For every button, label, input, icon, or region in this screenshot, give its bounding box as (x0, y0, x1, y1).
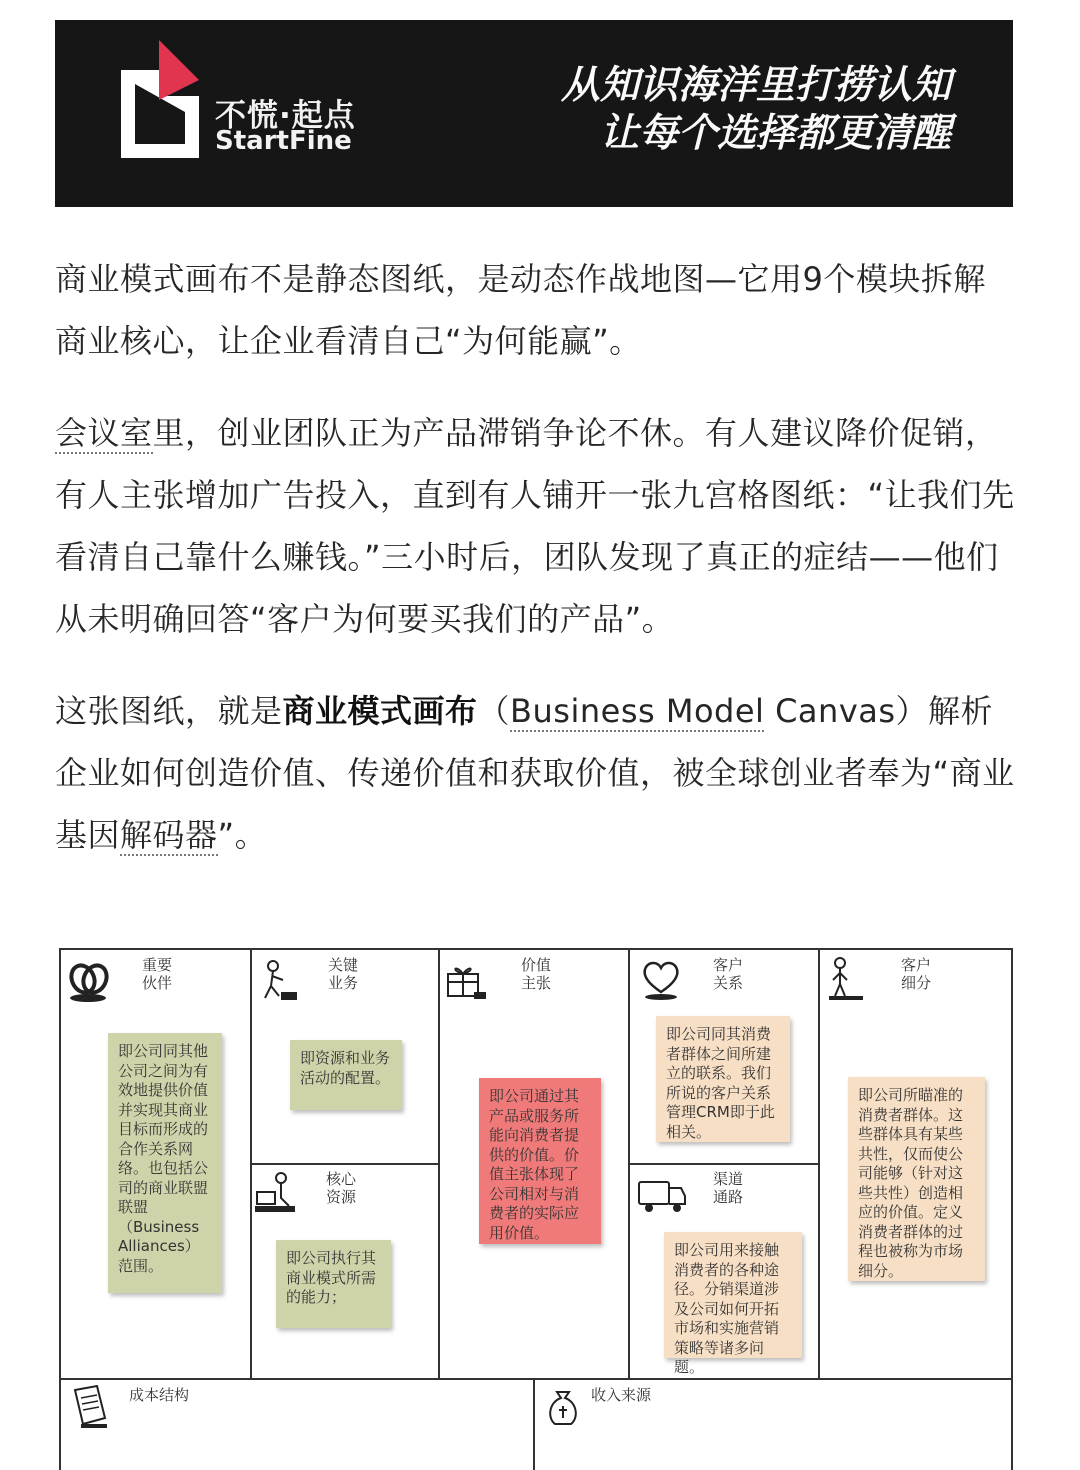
divider (61, 1378, 1011, 1380)
definition-text-b: （ (477, 692, 511, 730)
truck-icon (635, 1172, 689, 1218)
label-customer-segments-text: 客户 细分 (900, 956, 931, 992)
divider (250, 950, 252, 1380)
paragraph-intro: 商业模式画布不是静态图纸，是动态作战地图—它用9个模块拆解商业核心，让企业看清自己“为何能赢”。 (55, 260, 986, 360)
money-bag-icon (541, 1384, 587, 1430)
label-key-activities-text: 关键 业务 (327, 956, 358, 992)
brand-name-en: StartFine (215, 126, 352, 156)
brand-name-cn: 不慌·起点 (215, 98, 356, 134)
label-value-propositions (501, 956, 571, 992)
label-key-partners (121, 956, 193, 992)
label-key-resources-text: 核心 资源 (325, 1170, 356, 1206)
heart-icon (638, 956, 684, 1002)
label-customer-relationships (693, 956, 763, 992)
slogan-line-1: 从知识海洋里打捞认知 (560, 63, 951, 108)
note-key-partners: 即公司同其他公司之间为有效地提供价值并实现其商业目标而形成的合作关系网络。也包括公司的商业联盟联盟（Business Alliances）范围。 (108, 1033, 222, 1293)
term-link-business-model[interactable]: Business Model (510, 692, 765, 730)
document-icon (67, 1384, 113, 1430)
definition-text-d: ”。 (217, 816, 268, 854)
business-model-canvas (59, 948, 1013, 1470)
divider (628, 1163, 820, 1165)
label-customer-segments (881, 956, 951, 992)
forklift-icon (253, 1170, 299, 1216)
person-icon (823, 956, 869, 1002)
paragraph-story-text: 里，创业团队正为产品滞销争论不休。有人建议降价促销，有人主张增加广告投入，直到有人铺开一张九宫格图纸：“让我们先看清自己靠什么赚钱。”三小时后，团队发现了真正的症结——他们从未明确回答“客户为何要买我们的产品”。 (55, 414, 1015, 638)
divider (628, 950, 630, 1380)
term-link-meeting-room[interactable]: 会议室 (55, 414, 153, 452)
note-channels: 即公司用来接触消费者的各种途径。分销渠道涉及公司如何开拓市场和实施营销策略等诸多问题。 (664, 1232, 802, 1358)
note-value-propositions: 即公司通过其产品或服务所能向消费者提供的价值。价值主张体现了公司相对与消费者的实际应用价值。 (479, 1078, 601, 1244)
label-cost-structure: 成本结构 (129, 1386, 190, 1404)
label-customer-relationships-text: 客户 关系 (712, 956, 743, 992)
divider (818, 950, 820, 1380)
label-channels-text: 渠道 通路 (712, 1170, 743, 1206)
label-revenue-streams: 收入来源 (591, 1386, 652, 1404)
gift-icon (444, 958, 490, 1004)
label-key-resources (311, 1170, 371, 1206)
slogan (561, 62, 951, 158)
note-key-resources: 即公司执行其商业模式所需的能力； (276, 1240, 391, 1328)
term-link-decoder[interactable]: 解码器 (120, 816, 218, 854)
worker-icon (255, 958, 301, 1004)
startfine-logo-icon (121, 40, 203, 158)
divider (533, 1378, 535, 1470)
label-key-activities (313, 956, 373, 992)
paragraph-definition (55, 680, 1015, 866)
term-bmc-bold: 商业模式画布 (282, 692, 478, 730)
paragraph-story (55, 402, 1015, 650)
label-value-propositions-text: 价值 主张 (520, 956, 551, 992)
divider (438, 950, 440, 1380)
label-channels (693, 1170, 763, 1206)
definition-text-a: 这张图纸，就是 (55, 692, 283, 730)
label-key-partners-text: 重要 伙伴 (141, 956, 172, 992)
chain-link-icon (66, 958, 112, 1004)
note-customer-segments: 即公司所瞄准的消费者群体。这些群体具有某些共性，仅而使公司能够（针对这些共性）创造相应的价值。定义消费者群体的过程也被称为市场细分。 (848, 1077, 985, 1281)
article-body (55, 248, 1015, 896)
note-customer-relationships: 即公司同其消费者群体之间所建立的联系。我们所说的客户关系管理CRM即于此相关。 (656, 1016, 790, 1142)
definition-text-c: Canvas）解析企业如何创造价值、传递价值和获取价值，被全球创业者奉为“商业基因 (55, 692, 1015, 854)
header-banner (55, 20, 1013, 207)
divider (250, 1163, 440, 1165)
slogan-line-2: 让每个选择都更清醒 (599, 111, 951, 156)
note-key-activities: 即资源和业务活动的配置。 (290, 1040, 402, 1110)
